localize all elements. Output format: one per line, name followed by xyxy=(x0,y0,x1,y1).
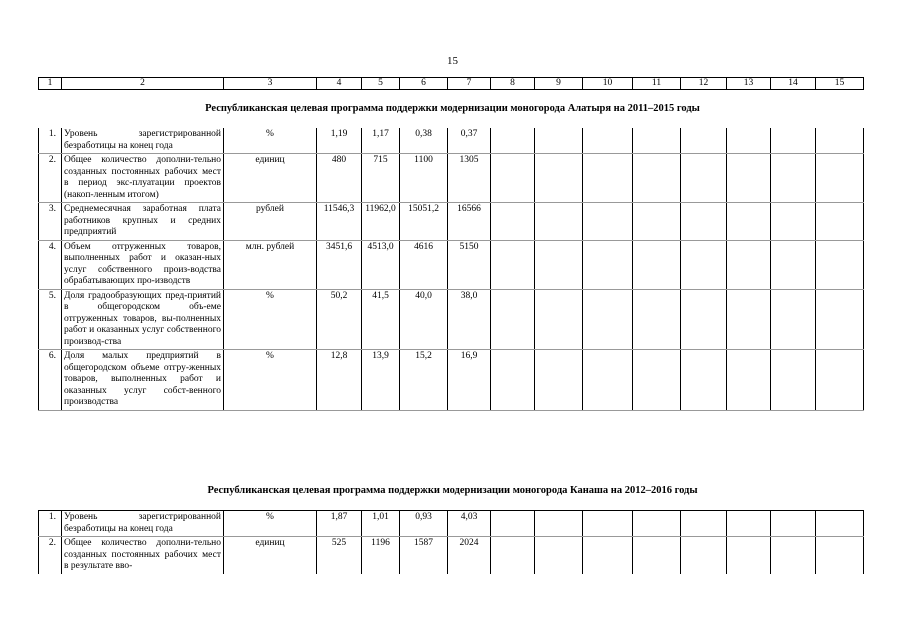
table-row xyxy=(39,154,864,203)
empty-cell xyxy=(816,203,864,241)
value-cell: 1196 xyxy=(362,537,400,574)
value-cell: 16566 xyxy=(448,203,491,241)
empty-cell xyxy=(771,154,816,203)
indicator-name: Среднемесячная заработная плата работников крупных и средних предприятий xyxy=(62,203,224,241)
empty-cell xyxy=(816,154,864,203)
column-number: 10 xyxy=(583,78,633,90)
empty-cell xyxy=(535,154,583,203)
empty-cell xyxy=(583,289,633,350)
unit-cell: % xyxy=(224,128,317,154)
empty-cell xyxy=(491,203,535,241)
empty-cell xyxy=(491,350,535,411)
indicator-name: Общее количество дополни-тельно созданных постоянных рабочих мест в результате вво- xyxy=(62,537,224,574)
value-cell: 525 xyxy=(317,537,362,574)
empty-cell xyxy=(535,350,583,411)
indicator-name: Общее количество дополни-тельно созданных постоянных рабочих мест в период экс-плуатации проектов (накоп-ленным итогом) xyxy=(62,154,224,203)
empty-cell xyxy=(681,289,727,350)
empty-cell xyxy=(681,240,727,289)
column-number: 13 xyxy=(727,78,771,90)
empty-cell xyxy=(633,154,681,203)
indicator-name: Доля малых предприятий в общегородском объеме отгру-женных товаров, выполненных работ и оказанных услуг собст-венного производства xyxy=(62,350,224,411)
empty-cell xyxy=(535,537,583,574)
empty-cell xyxy=(491,240,535,289)
empty-cell xyxy=(727,128,771,154)
column-number-header xyxy=(39,78,864,90)
column-number: 5 xyxy=(362,78,400,90)
empty-cell xyxy=(535,240,583,289)
value-cell: 2024 xyxy=(448,537,491,574)
row-number: 3. xyxy=(39,203,62,241)
empty-cell xyxy=(633,240,681,289)
column-number: 3 xyxy=(224,78,317,90)
value-cell: 4616 xyxy=(400,240,448,289)
value-cell: 3451,6 xyxy=(317,240,362,289)
value-cell: 0,38 xyxy=(400,128,448,154)
value-cell: 15,2 xyxy=(400,350,448,411)
value-cell: 1,17 xyxy=(362,128,400,154)
empty-cell xyxy=(491,154,535,203)
value-cell: 4513,0 xyxy=(362,240,400,289)
unit-cell: % xyxy=(224,511,317,537)
value-cell: 1,01 xyxy=(362,511,400,537)
column-number: 2 xyxy=(62,78,224,90)
empty-cell xyxy=(816,128,864,154)
unit-cell: млн. рублей xyxy=(224,240,317,289)
empty-cell xyxy=(633,350,681,411)
value-cell: 41,5 xyxy=(362,289,400,350)
value-cell: 38,0 xyxy=(448,289,491,350)
empty-cell xyxy=(816,289,864,350)
indicator-name: Уровень зарегистрированной безработицы на конец года xyxy=(62,511,224,537)
empty-cell xyxy=(535,128,583,154)
empty-cell xyxy=(771,203,816,241)
indicators-table xyxy=(38,77,864,90)
table-row xyxy=(39,537,864,574)
value-cell: 4,03 xyxy=(448,511,491,537)
unit-cell: единиц xyxy=(224,537,317,574)
empty-cell xyxy=(633,128,681,154)
value-cell: 715 xyxy=(362,154,400,203)
column-number: 11 xyxy=(633,78,681,90)
unit-cell: % xyxy=(224,350,317,411)
value-cell: 40,0 xyxy=(400,289,448,350)
empty-cell xyxy=(681,511,727,537)
table-row xyxy=(39,128,864,154)
empty-cell xyxy=(583,511,633,537)
empty-cell xyxy=(727,511,771,537)
empty-cell xyxy=(681,537,727,574)
value-cell: 16,9 xyxy=(448,350,491,411)
unit-cell: % xyxy=(224,289,317,350)
indicator-name: Доля градообразующих пред-приятий в общегородском объ-еме отгруженных товаров, вы-полненных работ и оказанных услуг собственного производ-ства xyxy=(62,289,224,350)
empty-cell xyxy=(491,511,535,537)
row-number: 6. xyxy=(39,350,62,411)
column-number: 1 xyxy=(39,78,62,90)
section-title-kanash: Республиканская целевая программа поддержки модернизации моногорода Канаша на 2012–2016 годы xyxy=(207,485,698,496)
empty-cell xyxy=(816,537,864,574)
empty-cell xyxy=(727,154,771,203)
empty-cell xyxy=(727,537,771,574)
empty-cell xyxy=(535,511,583,537)
column-number: 4 xyxy=(317,78,362,90)
empty-cell xyxy=(491,128,535,154)
kanash-indicators-table xyxy=(38,510,864,574)
alatyr-indicators-table xyxy=(38,128,864,411)
column-number: 14 xyxy=(771,78,816,90)
unit-cell: рублей xyxy=(224,203,317,241)
row-number: 2. xyxy=(39,537,62,574)
empty-cell xyxy=(681,203,727,241)
value-cell: 11962,0 xyxy=(362,203,400,241)
empty-cell xyxy=(583,154,633,203)
column-number: 9 xyxy=(535,78,583,90)
empty-cell xyxy=(491,537,535,574)
empty-cell xyxy=(633,537,681,574)
indicator-name: Объем отгруженных товаров, выполненных работ и оказан-ных услуг собственного произ-водства обрабатывающих про-изводств xyxy=(62,240,224,289)
empty-cell xyxy=(491,289,535,350)
value-cell: 15051,2 xyxy=(400,203,448,241)
table-row xyxy=(39,240,864,289)
row-number: 2. xyxy=(39,154,62,203)
row-number: 1. xyxy=(39,128,62,154)
empty-cell xyxy=(681,128,727,154)
value-cell: 50,2 xyxy=(317,289,362,350)
table-row xyxy=(39,350,864,411)
empty-cell xyxy=(583,203,633,241)
empty-cell xyxy=(771,511,816,537)
row-number: 1. xyxy=(39,511,62,537)
unit-cell: единиц xyxy=(224,154,317,203)
empty-cell xyxy=(535,289,583,350)
value-cell: 0,93 xyxy=(400,511,448,537)
empty-cell xyxy=(727,350,771,411)
value-cell: 1305 xyxy=(448,154,491,203)
empty-cell xyxy=(727,203,771,241)
empty-cell xyxy=(583,128,633,154)
empty-cell xyxy=(633,511,681,537)
table-row xyxy=(39,203,864,241)
value-cell: 13,9 xyxy=(362,350,400,411)
empty-cell xyxy=(771,240,816,289)
empty-cell xyxy=(633,289,681,350)
column-number: 8 xyxy=(491,78,535,90)
empty-cell xyxy=(535,203,583,241)
empty-cell xyxy=(727,240,771,289)
table-row xyxy=(39,511,864,537)
empty-cell xyxy=(681,350,727,411)
section-title-alatyr: Республиканская целевая программа поддержки модернизации моногорода Алатыря на 2011–2015 годы xyxy=(205,103,700,114)
empty-cell xyxy=(816,350,864,411)
column-number: 7 xyxy=(448,78,491,90)
empty-cell xyxy=(771,128,816,154)
column-number: 15 xyxy=(816,78,864,90)
empty-cell xyxy=(583,537,633,574)
value-cell: 12,8 xyxy=(317,350,362,411)
row-number: 5. xyxy=(39,289,62,350)
value-cell: 11546,3 xyxy=(317,203,362,241)
empty-cell xyxy=(583,350,633,411)
empty-cell xyxy=(816,240,864,289)
empty-cell xyxy=(727,289,771,350)
value-cell: 5150 xyxy=(448,240,491,289)
value-cell: 1100 xyxy=(400,154,448,203)
indicator-name: Уровень зарегистрированной безработицы на конец года xyxy=(62,128,224,154)
table-row xyxy=(39,289,864,350)
empty-cell xyxy=(681,154,727,203)
value-cell: 480 xyxy=(317,154,362,203)
empty-cell xyxy=(771,350,816,411)
row-number: 4. xyxy=(39,240,62,289)
empty-cell xyxy=(583,240,633,289)
column-number: 6 xyxy=(400,78,448,90)
value-cell: 0,37 xyxy=(448,128,491,154)
column-number: 12 xyxy=(681,78,727,90)
empty-cell xyxy=(771,289,816,350)
empty-cell xyxy=(816,511,864,537)
empty-cell xyxy=(771,537,816,574)
page-number: 15 xyxy=(447,55,458,67)
value-cell: 1,19 xyxy=(317,128,362,154)
empty-cell xyxy=(633,203,681,241)
value-cell: 1587 xyxy=(400,537,448,574)
value-cell: 1,87 xyxy=(317,511,362,537)
